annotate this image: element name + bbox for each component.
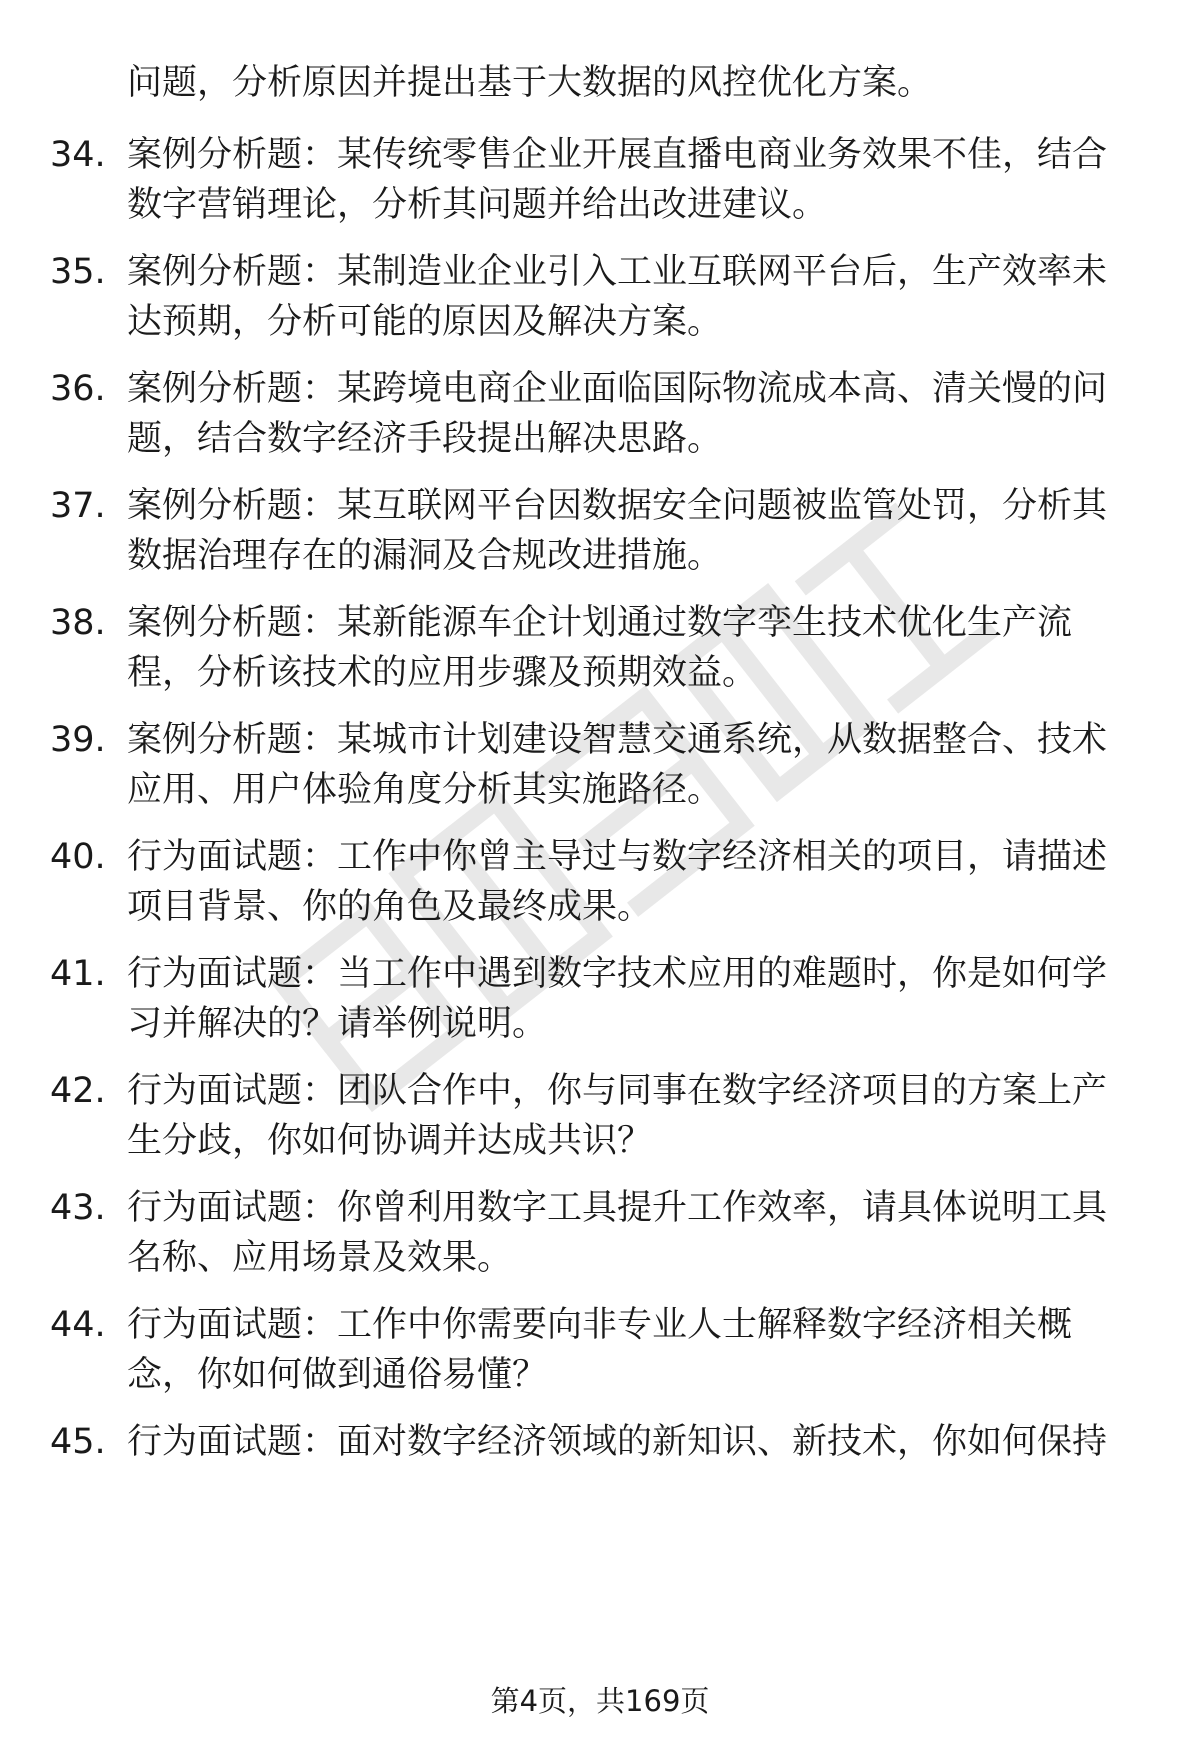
question-text <box>127 247 1147 347</box>
question-text <box>127 1183 1147 1283</box>
question-text-line: 达预期，分析可能的原因及解决方案。 <box>127 302 723 342</box>
question-text <box>127 598 1147 698</box>
question-text-line: 应用、用户体验角度分析其实施路径。 <box>127 770 723 810</box>
question-text-line: 案例分析题：某跨境电商企业面临国际物流成本高、清关慢的问 <box>127 369 1108 409</box>
question-text-line: 行为面试题：当工作中遇到数字技术应用的难题时，你是如何学 <box>127 954 1108 994</box>
question-text <box>127 832 1147 932</box>
question-text-line: 案例分析题：某互联网平台因数据安全问题被监管处罚，分析其 <box>127 486 1108 526</box>
question-text-line: 案例分析题：某城市计划建设智慧交通系统，从数据整合、技术 <box>127 720 1108 760</box>
question-text <box>127 949 1147 1049</box>
continuation-text: 问题，分析原因并提出基于大数据的风控优化方案。 <box>127 63 933 103</box>
page-footer: 第4页，共169页 <box>490 1684 710 1718</box>
question-number: 41. <box>50 954 106 994</box>
question-number: 43. <box>50 1188 106 1228</box>
question-text <box>127 364 1147 464</box>
question-text-line: 案例分析题：某传统零售企业开展直播电商业务效果不佳，结合 <box>127 135 1108 175</box>
question-text-line: 案例分析题：某新能源车企计划通过数字孪生技术优化生产流 <box>127 603 1073 643</box>
question-text <box>127 481 1147 581</box>
question-number: 45. <box>50 1422 106 1462</box>
question-number: 37. <box>50 486 106 526</box>
question-text <box>127 130 1147 230</box>
question-text-line: 行为面试题：工作中你需要向非专业人士解释数字经济相关概 <box>127 1305 1073 1345</box>
question-text-line: 案例分析题：某制造业企业引入工业互联网平台后，生产效率未 <box>127 252 1108 292</box>
question-text-line: 行为面试题：工作中你曾主导过与数字经济相关的项目，请描述 <box>127 837 1108 877</box>
question-text-line: 名称、应用场景及效果。 <box>127 1238 513 1278</box>
question-text <box>127 1066 1147 1166</box>
question-number: 42. <box>50 1071 106 1111</box>
question-text-line: 行为面试题：团队合作中，你与同事在数字经济项目的方案上产 <box>127 1071 1108 1111</box>
question-text <box>127 1300 1147 1400</box>
question-text-line: 习并解决的？请举例说明。 <box>127 1004 548 1044</box>
question-number: 44. <box>50 1305 106 1345</box>
question-number: 38. <box>50 603 106 643</box>
question-text <box>127 1417 1147 1467</box>
question-number: 34. <box>50 135 106 175</box>
question-number: 36. <box>50 369 106 409</box>
question-text-line: 项目背景、你的角色及最终成果。 <box>127 887 653 927</box>
question-text-line: 念，你如何做到通俗易懂？ <box>127 1355 548 1395</box>
question-number: 39. <box>50 720 106 760</box>
question-number: 35. <box>50 252 106 292</box>
question-text-line: 程，分析该技术的应用步骤及预期效益。 <box>127 653 758 693</box>
question-text <box>127 715 1147 815</box>
question-text-line: 生分歧，你如何协调并达成共识？ <box>127 1121 653 1161</box>
question-number: 40. <box>50 837 106 877</box>
question-text-line: 题，结合数字经济手段提出解决思路。 <box>127 419 723 459</box>
question-text-line: 行为面试题：你曾利用数字工具提升工作效率，请具体说明工具 <box>127 1188 1108 1228</box>
question-text-line: 行为面试题：面对数字经济领域的新知识、新技术，你如何保持 <box>127 1422 1108 1462</box>
question-text-line: 数据治理存在的漏洞及合规改进措施。 <box>127 536 723 576</box>
question-text-line: 数字营销理论，分析其问题并给出改进建议。 <box>127 185 828 225</box>
